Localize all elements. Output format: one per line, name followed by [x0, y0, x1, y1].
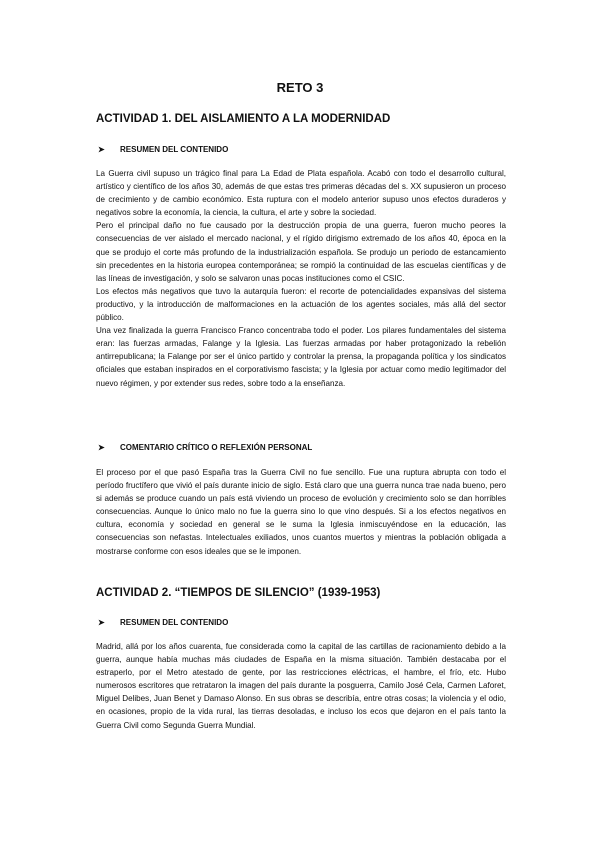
- paragraph: Los efectos más negativos que tuvo la autarquía fueron: el recorte de potencialidades expansivas del sistema productivo, y la introducción de malformaciones en la actuación de los agentes sociales, más allá del sector público.: [96, 286, 506, 323]
- activity1-critical-heading: [98, 443, 312, 452]
- section-heading-label: RESUMEN DEL CONTENIDO: [120, 145, 229, 154]
- arrow-bullet-icon: ➤: [98, 618, 105, 627]
- activity1-heading: ACTIVIDAD 1. DEL AISLAMIENTO A LA MODERNIDAD: [96, 113, 391, 125]
- paragraph: Una vez finalizada la guerra Francisco Franco concentraba todo el poder. Los pilares fundamentales del sistema eran: las fuerzas armadas, Falange y la Iglesia. Las fuerzas armadas por haber protagonizado la rebelión antirrepublicana; la Falange por ser el único partido y controlar la prensa, la propaganda política y los sindicatos oficiales que estaban inspirados en el corporativismo fascista; y la Iglesia por actuar como medio legitimador del nuevo régimen, y por extender sus redes, sobre todo a la enseñanza.: [96, 326, 506, 388]
- arrow-bullet-icon: ➤: [98, 145, 105, 154]
- page-title: RETO 3: [276, 80, 324, 95]
- activity2-summary-heading: [98, 618, 228, 627]
- activity1-summary-body: [96, 167, 506, 390]
- paragraph: Pero el principal daño no fue causado por la destrucción propia de una guerra, fueron mucho peores la consecuencias de ver aislado el mercado nacional, y el rígido dirigismo extremado de los años 40, época en la que se produjo el corte más profundo de la industrialización española. Se produjo un periodo de estancamiento sin precedentes en la historia europea contemporánea; se rompió la continuidad de las escuelas científicas y de las líneas de investigación, y solo se salvaron unas pocas instituciones como el CSIC.: [96, 221, 506, 283]
- activity2-summary-body: [96, 640, 506, 732]
- paragraph: Madrid, allá por los años cuarenta, fue considerada como la capital de las cartillas de racionamiento debido a la guerra, aunque había muchas más ciudades de España en la misma situación. También destacaba por el estraperlo, por el Metro atestado de gente, por las restricciones eléctricas, el hambre, el frío, etc. Hubo numerosos escritores que retrataron la imagen del país durante la posguerra, Camilo José Cela, Carmen Laforet, Miguel Delibes, Juan Benet y Damaso Alonso. En sus obras se describía, entre otras cosas; la violencia y el odio, en ocasiones, propio de la vida rural, las tierras desoladas, e incluso los ecos que dejaron en el país tanto la Guerra Civil como Segunda Guerra Mundial.: [96, 642, 506, 730]
- paragraph: El proceso por el que pasó España tras la Guerra Civil no fue sencillo. Fue una ruptura abrupta con todo el período fructífero que vivió el país durante inicio de siglo. Está claro que una guerra nunca trae nada bueno, pero si además se produce cuando un país está viviendo un proceso de evolución y crecimiento solo se dan horribles consecuencias. Aunque lo único malo no fue la guerra sino lo que vino después. Si a los efectos negativos en cultura, economía y sociedad en general se le suma la Iglesia inmiscuyéndose en la educación, las consecuencias son nefastas. Intelectuales exiliados, unos cuantos muertos y mientras la población obligada a mostrarse conforme con esos ideales que se le imponen.: [96, 468, 506, 556]
- activity2-heading: ACTIVIDAD 2. “TIEMPOS DE SILENCIO” (1939-1953): [96, 587, 381, 599]
- arrow-bullet-icon: ➤: [98, 443, 105, 452]
- section-heading-label: COMENTARIO CRÍTICO O REFLEXIÓN PERSONAL: [120, 443, 313, 452]
- paragraph: La Guerra civil supuso un trágico final para La Edad de Plata española. Acabó con todo el desarrollo cultural, artístico y científico de los años 30, además de que estas tres primeras décadas del s. XX supusieron un proceso de crecimiento y de cambio económico. Esta ruptura con el modelo anterior supuso unos efectos duraderos y negativos sobre la economía, la ciencia, la cultura, el arte y sobre la sociedad.: [96, 169, 506, 218]
- activity1-summary-heading: [98, 145, 228, 154]
- section-heading-label: RESUMEN DEL CONTENIDO: [120, 618, 229, 627]
- activity1-critical-body: [96, 466, 506, 558]
